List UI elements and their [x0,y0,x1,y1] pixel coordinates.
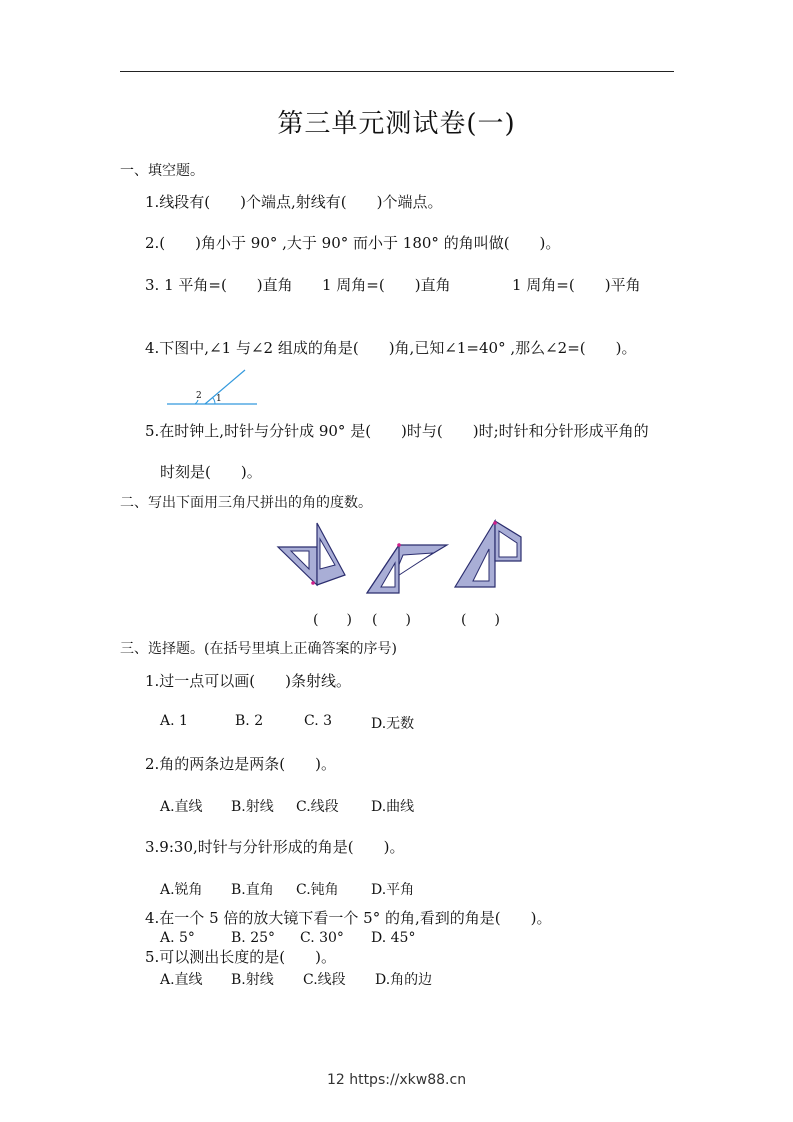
section2-blank-3: ( ) [461,612,500,628]
section1-q4: 4.下图中,∠1 与∠2 组成的角是( )角,已知∠1=40° ,那么∠2=( )。 [145,339,637,357]
section1-q5-line2: 时刻是( )。 [160,463,262,481]
section1-q3b: 1 周角=( )直角 [322,276,451,294]
angle-label-1: 1 [216,394,222,404]
section3-q5-option-c: C.线段 [303,972,346,988]
triangle-pair-1 [278,523,345,585]
section3-q1-option-c: C. 3 [304,713,333,729]
section2-heading: 二、写出下面用三角尺拼出的角的度数。 [120,495,372,511]
page-footer: 12 https://xkw88.cn [326,1072,467,1088]
section3-q3-option-d: D.平角 [371,882,415,898]
angle-label-2: 2 [196,391,202,401]
section3-q5-option-a: A.直线 [160,972,203,988]
section1-q2: 2.( )角小于 90° ,大于 90° 而小于 180° 的角叫做( )。 [145,234,561,252]
section3-q5-option-b: B.射线 [231,972,274,988]
section3-q2-stem: 2.角的两条边是两条( )。 [145,755,337,773]
section3-q2-option-c: C.线段 [296,799,339,815]
header-rule [120,71,674,72]
section3-q5-option-d: D.角的边 [375,972,433,988]
section1-heading: 一、填空题。 [120,163,204,179]
section3-q5-stem: 5.可以测出长度的是( )。 [145,948,337,966]
section3-q2-option-d: D.曲线 [371,799,415,815]
section3-q2-option-b: B.射线 [231,799,274,815]
section3-q4-option-c: C. 30° [300,930,344,946]
section3-q4-stem: 4.在一个 5 倍的放大镜下看一个 5° 的角,看到的角是( )。 [145,909,552,927]
section3-q3-option-c: C.钝角 [296,882,339,898]
section3-q3-stem: 3.9:30,时针与分针形成的角是( )。 [145,838,405,856]
section1-q5-line1: 5.在时钟上,时针与分针成 90° 是( )时与( )时;时针和分针形成平角的 [145,422,649,440]
section1-q3c: 1 周角=( )平角 [512,276,641,294]
section3-q1-stem: 1.过一点可以画( )条射线。 [145,672,352,690]
section3-q4-option-a: A. 5° [160,930,195,946]
angle-ray [205,370,245,404]
section3-q4-option-b: B. 25° [231,930,276,946]
section3-q1-option-d: D.无数 [371,716,415,732]
section2-blank-2: ( ) [372,612,411,628]
angle-arc-1 [213,398,215,404]
triangle-figures [273,517,528,597]
section3-q1-option-b: B. 2 [235,713,264,729]
section3-q3-option-a: A.锐角 [160,882,203,898]
section3-heading: 三、选择题。(在括号里填上正确答案的序号) [120,641,397,657]
page-title: 第三单元测试卷(一) [277,109,516,139]
triangle-pair-2 [367,543,447,593]
section3-q1-option-a: A. 1 [160,713,188,729]
angle-figure [165,366,260,410]
section3-q4-option-d: D. 45° [371,930,416,946]
section2-blank-1: ( ) [313,612,352,628]
section3-q3-option-b: B.直角 [231,882,274,898]
section3-q2-option-a: A.直线 [160,799,203,815]
triangle-pair-3 [455,521,521,587]
section1-q1: 1.线段有( )个端点,射线有( )个端点。 [145,193,443,211]
section1-q3a: 3. 1 平角=( )直角 [145,276,293,294]
